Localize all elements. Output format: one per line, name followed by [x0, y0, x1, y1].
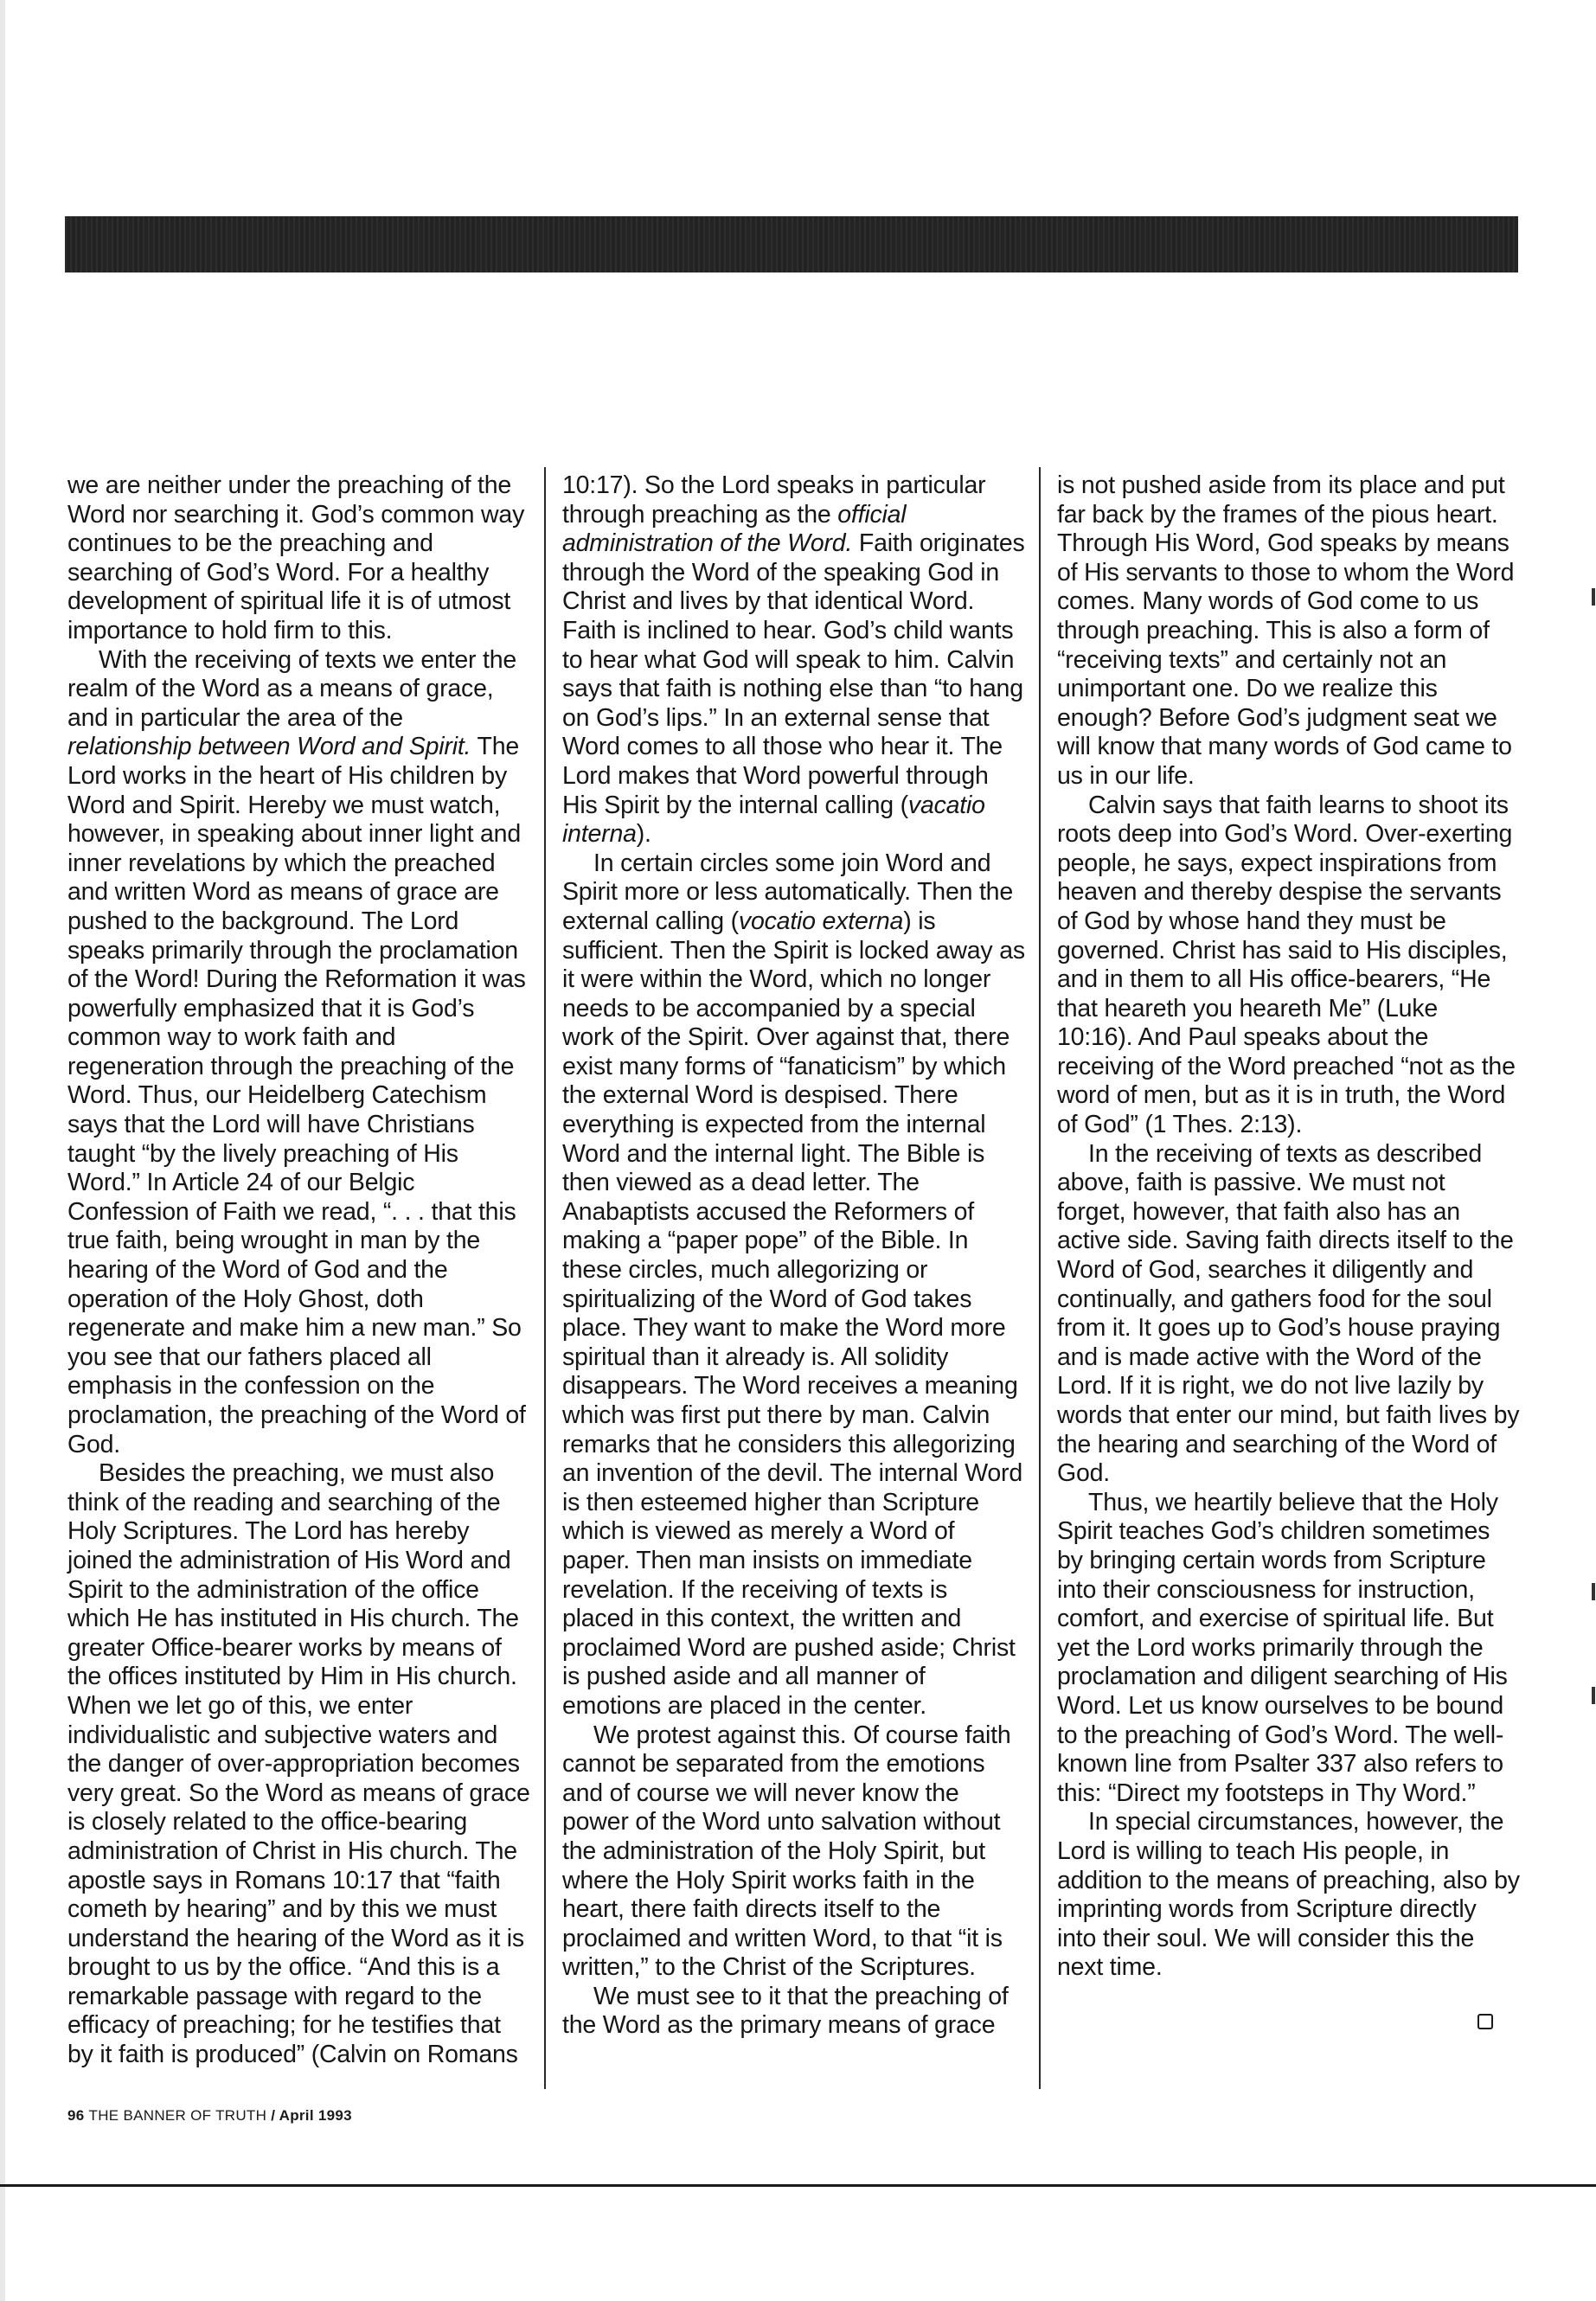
column-divider [1039, 467, 1041, 2089]
text-span: In certain circles some join Word and Spirit more or less automatically. Then the external calling ( [562, 849, 1013, 935]
bottom-rule [0, 2184, 1596, 2187]
page-number: 96 [67, 2107, 85, 2124]
paragraph: is not pushed aside from its place and put far back by the frames of the pious heart. Through His Word, God speaks by means of His servants to those to whom the Word comes. Many words of God come to us through preaching. This is also a form of “receiving texts” and certainly not an unimportant one. Do we realize this enough? Before God’s judgment seat we will know that many words of God came to us in our life. [1057, 471, 1515, 790]
paragraph [67, 646, 530, 1460]
paragraph: Calvin says that faith learns to shoot its roots deep into God’s Word. Over-exerting people, he says, expect inspirations from heaven and thereby despise the servants of God by whose hand they must be governed. Christ has said to His disciples, and in them to all His office-bearers, “He that heareth you heareth Me” (Luke 10:16). And Paul speaks about the receiving of the Word preached “not as the word of men, but as it is in truth, the Word of God” (1 Thes. 2:13). [1057, 791, 1516, 1139]
column-divider [544, 467, 546, 2089]
text-span: The Lord works in the heart of His children by Word and Spirit. Hereby we must watch, however, in speaking about inner light and inner revelations by which the preached and written Word as means of grace are pushed to the background. The Lord speaks primarily through the proclamation of the Word! During the Reformation it was powerfully emphasized that it is God’s common way to work faith and regeneration through the preaching of the Word. Thus, our Heidelberg Catechism says that the Lord will have Christians taught “by the lively preaching of His Word.” In Article 24 of our Belgic Confession of Faith we read, “. . . that this true faith, being wrought in man by the hearing of the Word of God and the operation of the Holy Ghost, doth regenerate and make him a new man.” So you see that our fathers placed all emphasis in the confession on the proclamation, the preaching of the Word of God. [67, 733, 526, 1458]
paragraph: In the receiving of texts as described above, faith is passive. We must not forget, however, that faith also has an active side. Saving faith directs itself to the Word of God, searches it diligently and continually, and gathers food for the soul from it. It goes up to God’s house praying and is made active with the Word of the Lord. If it is right, we do not live lazily by words that enter our mind, but faith lives by the hearing and searching of the Word of God. [1057, 1139, 1520, 1488]
scan-left-edge [0, 0, 5, 2301]
italic-text: relationship between Word and Spirit. [67, 733, 471, 761]
scan-edge-mark [1592, 1687, 1595, 1704]
page-footer [67, 2107, 352, 2125]
scan-edge-mark [1592, 1583, 1595, 1600]
text-span: 10:17). So the Lord speaks in particular through preaching as the [562, 471, 986, 529]
italic-text: official administration of the Word. [562, 500, 907, 558]
issue-date: April 1993 [279, 2107, 352, 2124]
paragraph: In special circumstances, however, the Lord is willing to teach His people, in addition to the means of preaching, also by imprinting words from Scripture directly into their soul. We will consider this the next time. [1057, 1808, 1520, 1982]
paragraph: We must see to it that the preaching of the Word as the primary means of grace [562, 1982, 1009, 2040]
paragraph: Thus, we heartily believe that the Holy Spirit teaches God’s children sometimes by bringing certain words from Scripture into their consciousness for instruction, comfort, and exercise of spiritual life. But yet the Lord works primarily through the proclamation and diligent searching of His Word. Let us know ourselves to be bound to the preaching of God’s Word. The well-known line from Psalter 337 also refers to this: “Direct my footsteps in Thy Word.” [1057, 1488, 1508, 1807]
paragraph: We protest against this. Of course faith cannot be separated from the emotions and of course we will never know the power of the Word unto salvation without the administration of the Holy Spirit, but where the Holy Spirit works faith in the heart, there faith directs itself to the proclaimed and written Word, to that “it is written,” to the Christ of the Scriptures. [562, 1721, 1011, 1982]
paragraph [562, 471, 1025, 849]
text-column-3 [1057, 471, 1520, 1983]
end-of-article-square-icon [1477, 2014, 1493, 2029]
paragraph [562, 849, 1025, 1721]
paragraph: Besides the preaching, we must also think of the reading and searching of the Holy Scriptures. The Lord has hereby joined the administration of His Word and Spirit to the administration of the office which He has instituted in His church. The greater Office-bearer works by means of the offices instituted by Him in His church. When we let go of this, we enter individualistic and subjective waters and the danger of over-appropriation becomes very great. So the Word as means of grace is closely related to the office-bearing administration of Christ in His church. The apostle says in Romans 10:17 that “faith cometh by hearing” and by this we must understand the hearing of the Word as it is brought to us by the office. “And this is a remarkable passage with regard to the efficacy of preaching; for he testifies that by it faith is produced” (Calvin on Romans [67, 1459, 530, 2069]
text-span: Faith originates through the Word of the speaking God in Christ and lives by that identical Word. Faith is inclined to hear. God’s child wants to hear what God will speak to him. Calvin says that faith is nothing else than “to hang on God’s lips.” In an external sense that Word comes to all those who hear it. The Lord makes that Word powerful through His Spirit by the internal calling ( [562, 529, 1025, 819]
text-span: ) is sufficient. Then the Spirit is locked away as it were within the Word, which no longer needs to be accompanied by a special work of the Spirit. Over against that, there exist many forms of “fanaticism” by which the external Word is despised. There everything is expected from the internal Word and the internal light. The Bible is then viewed as a dead letter. The Anabaptists accused the Reformers of making a “paper pope” of the Bible. In these circles, much allegorizing or spiritualizing of the Word of God takes place. They want to make the Word more spiritual than it already is. All solidity disappears. The Word receives a meaning which was first put there by man. Calvin remarks that he considers this allegorizing an invention of the devil. The internal Word is then esteemed higher than Scripture which is viewed as merely a Word of paper. Then man insists on immediate revelation. If the receiving of texts is placed in this context, the written and proclaimed Word are pushed aside; Christ is pushed aside and all manner of emotions are placed in the center. [562, 907, 1025, 1720]
italic-text: vacatio interna [562, 791, 985, 849]
text-span: With the receiving of texts we enter the realm of the Word as a means of grace, and in particular the area of the [67, 645, 517, 732]
scan-edge-mark [1592, 588, 1595, 606]
text-column-2 [562, 471, 1025, 2041]
italic-text: vocatio externa [738, 907, 904, 935]
header-banner-bar [65, 216, 1518, 272]
paragraph: we are neither under the preaching of the Word nor searching it. God’s common way continues to be the preaching and searching of God’s Word. For a healthy development of spiritual life it is of utmost importance to hold firm to this. [67, 471, 525, 644]
publication-name: THE BANNER OF TRUTH [88, 2107, 267, 2124]
footer-separator: / [266, 2107, 279, 2124]
text-span: ). [636, 820, 651, 849]
text-column-1 [67, 471, 530, 2070]
